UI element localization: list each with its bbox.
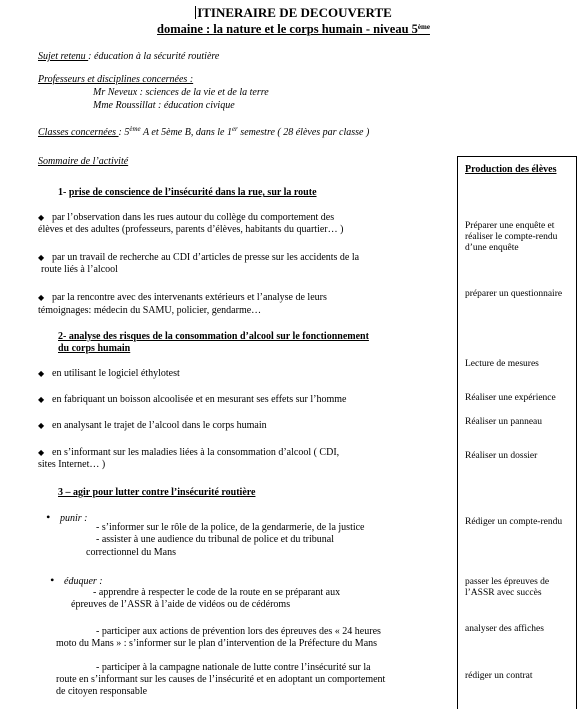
eduquer-item: - participer à la campagne nationale de lutte contre l’insécurité sur la	[96, 662, 371, 673]
diamond-bullet-icon: ◆	[38, 421, 45, 430]
production-item: analyser des affiches	[465, 624, 544, 634]
list-item: ◆ par un travail de recherche au CDI d’articles de presse sur les accidents de la	[38, 252, 360, 263]
eduquer-item-cont: moto du Mans » : s’informer sur le plan d’intervention de la Préfecture du Mans	[56, 638, 378, 649]
production-item: Réaliser une expérience	[465, 393, 556, 403]
diamond-bullet-icon: ◆	[38, 369, 45, 378]
eduquer-item: - participer aux actions de prévention lors des épreuves des « 24 heures	[96, 626, 381, 637]
diamond-bullet-icon: ◆	[38, 213, 45, 222]
sujet-line: Sujet retenu : éducation à la sécurité routière	[38, 51, 220, 62]
list-item: ◆ par la rencontre avec des intervenants extérieurs et l’analyse de leurs	[38, 292, 327, 303]
list-item: ◆ en analysant le trajet de l’alcool dans le corps humain	[38, 420, 267, 431]
list-item: ◆ par l’observation dans les rues autour du collège du comportement des	[38, 212, 335, 223]
eduquer-item-cont: épreuves de l’ASSR à l’aide de vidéos ou de cédéroms	[71, 599, 291, 610]
sommaire-label: Sommaire de l’activité	[38, 156, 129, 167]
eduquer-item-cont: de citoyen responsable	[56, 686, 148, 697]
classes-line: Classes concernées : 5ème A et 5ème B, dans le 1er semestre ( 28 élèves par classe )	[38, 125, 370, 138]
punir-item: - s’informer sur le rôle de la police, de la gendarmerie, de la justice	[96, 522, 365, 533]
list-item-cont: sites Internet… )	[38, 459, 106, 470]
production-item: passer les épreuves de	[465, 577, 550, 587]
list-item: ◆ en fabriquant un boisson alcoolisée et en mesurant ses effets sur l’homme	[38, 394, 347, 405]
section-3-title: 3 – agir pour lutter contre l’insécurité routière	[58, 487, 256, 498]
eduquer-item-cont: route en s’informant sur les causes de l’insécurité et en adoptant un comportement	[56, 674, 386, 685]
production-item: préparer un questionnaire	[465, 289, 563, 299]
production-item: Rédiger un compte-rendu	[465, 517, 563, 527]
diamond-bullet-icon: ◆	[38, 253, 45, 262]
production-item: rédiger un contrat	[465, 671, 533, 681]
diamond-bullet-icon: ◆	[38, 448, 45, 457]
production-item: d’une enquête	[465, 243, 519, 253]
punir-label: • punir :	[46, 510, 88, 524]
prof-2: Mme Roussillat : éducation civique	[93, 100, 235, 111]
production-item: Réaliser un dossier	[465, 451, 538, 461]
punir-item-cont: correctionnel du Mans	[86, 547, 176, 558]
eduquer-item: - apprendre à respecter le code de la route en se préparant aux	[93, 587, 341, 598]
section-2-title-l2: du corps humain	[58, 343, 131, 354]
production-item: Préparer une enquête et	[465, 221, 555, 231]
document-title: ITINERAIRE DE DECOUVERTE	[197, 5, 392, 20]
production-item: l’ASSR avec succès	[465, 588, 542, 598]
diamond-bullet-icon: ◆	[38, 293, 45, 302]
production-heading: Production des élèves	[465, 164, 557, 175]
dot-bullet-icon: •	[46, 510, 51, 524]
production-item: Lecture de mesures	[465, 359, 539, 369]
section-1-title: 1- prise de conscience de l’insécurité dans la rue, sur la route	[58, 187, 317, 198]
list-item: ◆ en s’informant sur les maladies liées à la consommation d’alcool ( CDI,	[38, 447, 340, 458]
list-item-cont: témoignages: médecin du SAMU, policier, gendarme…	[38, 305, 262, 316]
production-item: réaliser le compte-rendu	[465, 232, 558, 242]
profs-label: Professeurs et disciplines concernées :	[38, 74, 194, 85]
section-2-title-l1: 2- analyse des risques de la consommation d’alcool sur le fonctionnement	[58, 331, 369, 342]
list-item-cont: élèves et des adultes (professeurs, parents d’élèves, habitants du quartier… )	[38, 224, 344, 235]
eduquer-label: • éduquer :	[50, 573, 103, 587]
prof-1: Mr Neveux : sciences de la vie et de la terre	[93, 87, 269, 98]
list-item: ◆ en utilisant le logiciel éthylotest	[38, 368, 180, 379]
production-item: Réaliser un panneau	[465, 417, 543, 427]
document-subtitle: domaine : la nature et le corps humain - niveau 5ème	[157, 22, 430, 36]
punir-item: - assister à une audience du tribunal de police et du tribunal	[96, 534, 334, 545]
list-item-cont: route liés à l’alcool	[41, 264, 118, 275]
dot-bullet-icon: •	[50, 573, 55, 587]
diamond-bullet-icon: ◆	[38, 395, 45, 404]
